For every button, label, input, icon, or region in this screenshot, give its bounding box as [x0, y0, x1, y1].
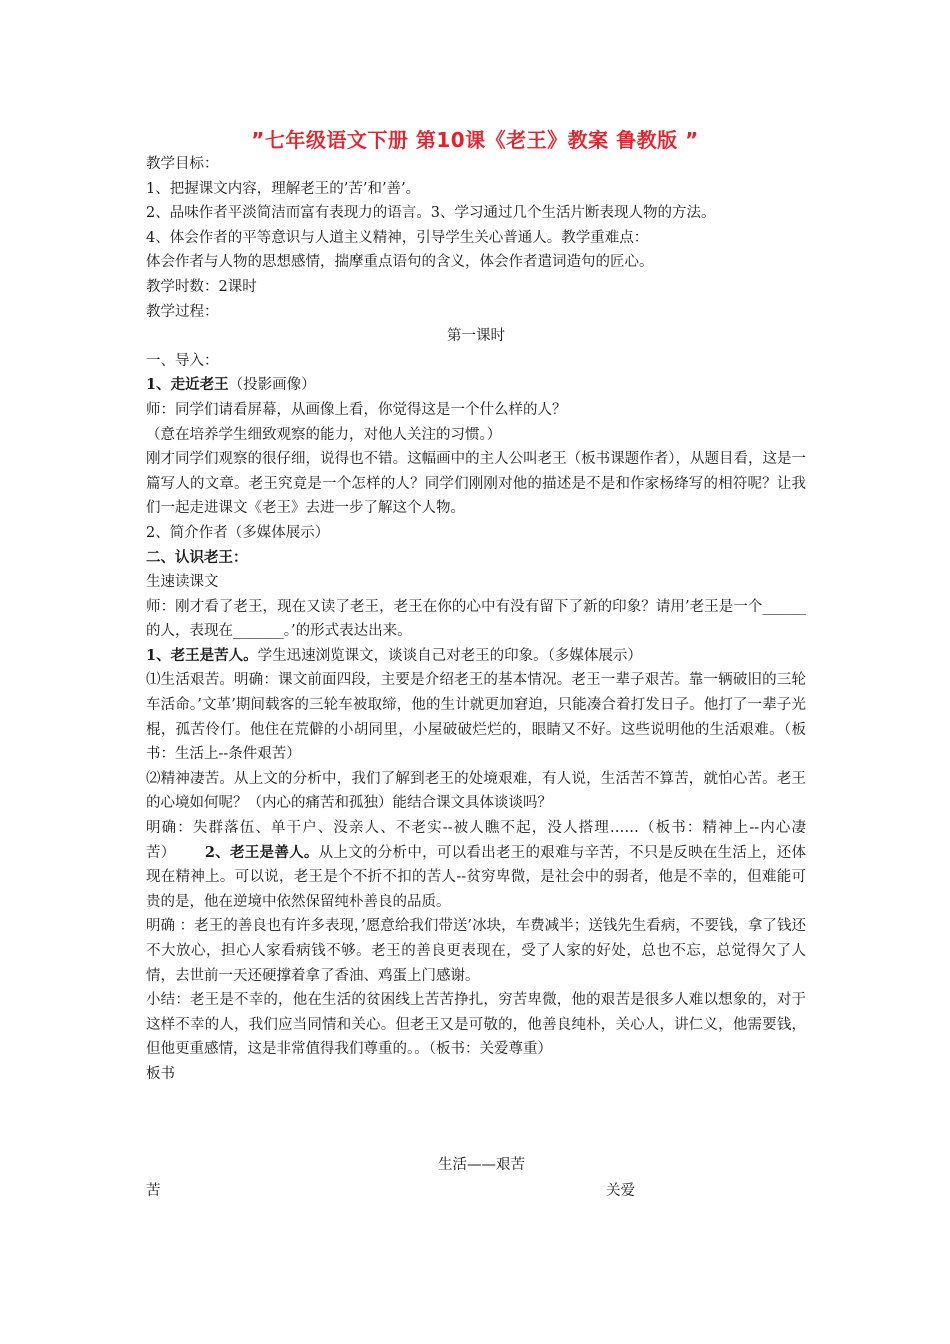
board-life-hardship: 生活——艰苦 — [438, 1156, 525, 1173]
teaching-time: 教学时数：2课时 — [146, 278, 257, 295]
paragraph-question: 师：刚才看了老王，现在又读了老王，老王在你的心中有没有留下了新的印象？请用’老王是一个______的人，表现在_______。’的形式表达出来。 — [146, 598, 806, 640]
point-2-bold: 2、老王是善人。 — [204, 843, 319, 861]
step-2: 2、简介作者（多媒体展示） — [146, 524, 330, 541]
goal-3: 4、体会作者的平等意识与人道主义精神，引导学生关心普通人。教学重难点： — [146, 229, 649, 246]
intro-heading: 一、导入： — [146, 352, 219, 369]
document-title: ”七年级语文下册 第10课《老王》教案 鲁教版 ” — [251, 128, 699, 152]
lesson-one-heading: 第一课时 — [447, 328, 505, 345]
board-care: 关爱 — [606, 1182, 635, 1199]
step-1-rest: （投影画像） — [228, 377, 316, 394]
section-2-heading: 二、认识老王： — [146, 548, 248, 566]
point-1 — [146, 644, 806, 669]
document-body — [146, 152, 806, 1205]
point-2-rest: 从上文的分析中，可以看出老王的艰难与辛苦，不只是反映在生活上，还体现在精神上。可以说，老王是个不折不扣的苦人--贫穷卑微，是社会中的弱者，他是不幸的，但难能可贵的是，他在逆境中依然保留纯朴善良的品质。 — [146, 844, 807, 910]
board-heading: 板书 — [146, 1065, 175, 1082]
board-row-1 — [146, 1153, 806, 1179]
paragraph-kindness: 明确 ：老王的善良也有许多表现，’愿意给我们带送’冰块，车费减半；送钱先生看病，不要钱，拿了钱还不大放心，担心人家看病钱不够。老王的善良更表现在，受了人家的好处，总也不忘，总觉得欠了人情，去世前一天还硬撑着拿了香油、鸡蛋上门感谢。 — [146, 918, 806, 984]
paragraph-intro: 刚才同学们观察的很仔细，说得也不错。这幅画中的主人公叫老王（板书课题作者），从题目看，这是一篇写人的文章。老王究竟是一个怎样的人？同学们刚刚对他的描述是不是和作家杨绛写的相符呢？让我们一起走进课文《老王》去进一步了解这个人物。 — [146, 451, 806, 517]
point-1-bold: 1、老王是苦人。 — [146, 646, 258, 664]
goals-heading: 教学目标： — [146, 156, 219, 172]
paragraph-life-hardship: ⑴生活艰苦。明确：课文前面四段，主要是介绍老王的基本情况。老王一辈子艰苦。靠一辆破旧的三轮车活命。’文革’期间载客的三轮车被取缔，他的生计就更加窘迫，只能凑合着打发日子。他打了一辈子光棍，孤苦伶仃。他住在荒僻的小胡同里，小屋破破烂烂的，眼睛又不好。这些说明他的生活艰难。（板书：生活上--条件艰苦） — [146, 672, 806, 763]
teaching-process: 教学过程： — [146, 303, 219, 320]
step-1 — [146, 373, 806, 398]
paragraph-summary: 小结：老王是不幸的，他在生活的贫困线上苦苦挣扎，穷苦卑微，他的艰苦是很多人难以想象的，对于这样不幸的人，我们应当同情和关心。但老王又是可敬的，他善良纯朴，关心人，讲仁义，他需要钱，但他更重感情，这是非常值得我们尊重的。。（板书：关爱尊重） — [146, 992, 806, 1058]
step-1-bold: 1、走近老王 — [146, 376, 229, 394]
paragraph-good-person — [146, 816, 806, 914]
read-text: 生速读课文 — [146, 574, 219, 591]
goal-1: 1、把握课文内容，理解老王的’苦’和’善’。 — [146, 180, 421, 197]
board-bitter: 苦 — [146, 1182, 161, 1199]
board-row-2 — [146, 1179, 806, 1205]
teacher-note: （意在培养学生细致观察的能力，对他人关注的习惯。） — [146, 426, 502, 443]
point-1-rest: 学生迅速浏览课文，谈谈自己对老王的印象。（多媒体展示） — [257, 647, 642, 664]
clarify-text: 明确：失群落伍、单干户、没亲人、不老实--被人瞧不起，没人搭理……（板书：精神上--内心凄苦） — [146, 820, 806, 861]
goal-4: 体会作者与人物的思想感情，揣摩重点语句的含义，体会作者遣词造句的匠心。 — [146, 254, 654, 271]
paragraph-spirit-hardship: ⑵精神凄苦。从上文的分析中，我们了解到老王的处境艰难，有人说，生活苦不算苦，就怕心苦。老王的心境如何呢？（内心的痛苦和孤独）能结合课文具体谈谈吗？ — [146, 770, 806, 812]
goal-2: 2、品味作者平淡简洁而富有表现力的语言。3、学习通过几个生活片断表现人物的方法。 — [146, 205, 716, 222]
teacher-line-1: 师：同学们请看屏幕，从画像上看，你觉得这是一个什么样的人？ — [146, 401, 567, 418]
